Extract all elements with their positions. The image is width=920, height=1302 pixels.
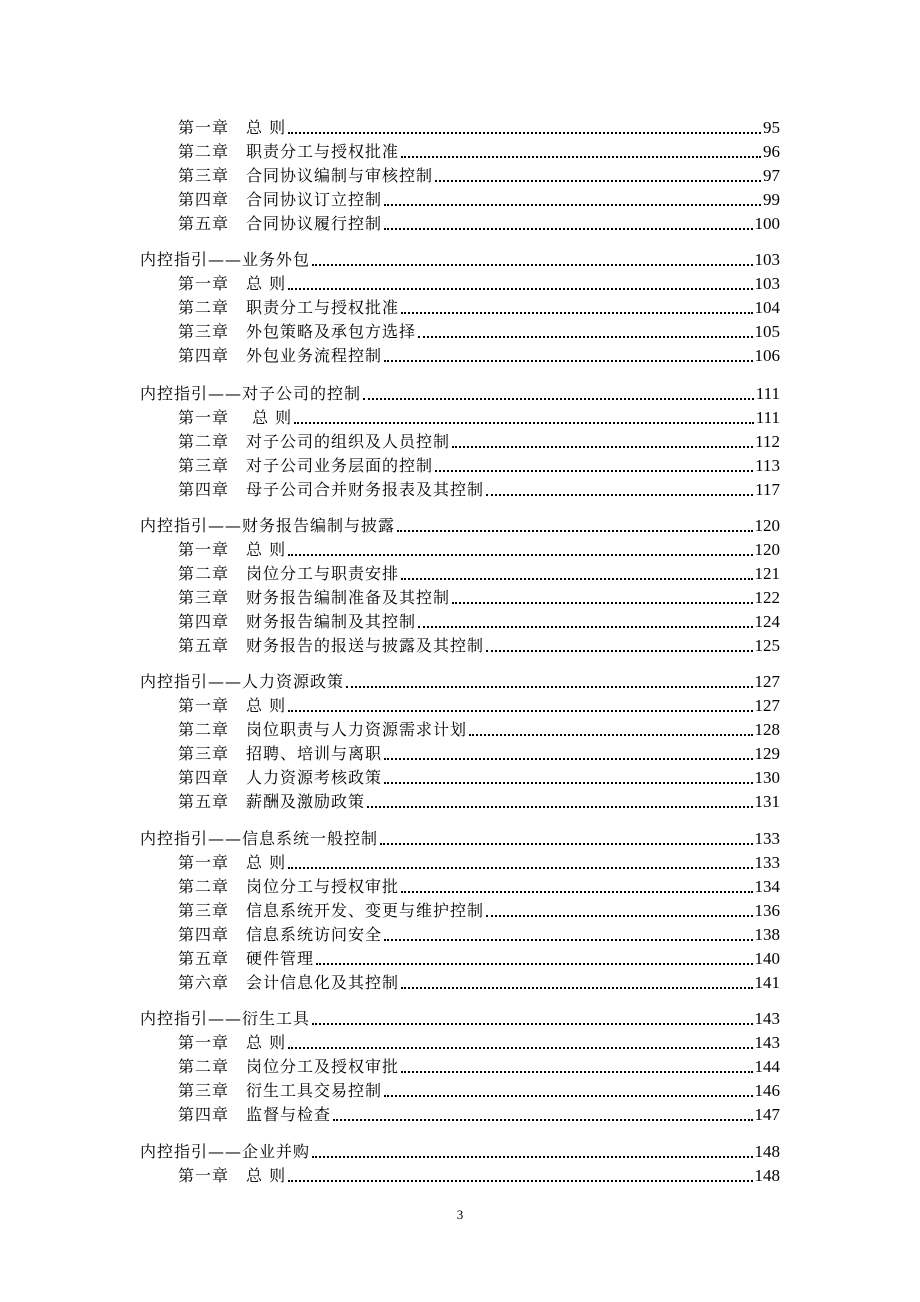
toc-chapter-entry [178,584,780,608]
toc-entry-page: 96 [763,142,780,161]
toc-entry-title: 第四章 财务报告编制及其控制 [178,612,417,631]
toc-dot-leader [380,843,752,845]
toc-dot-leader [384,228,752,230]
toc-entry-page: 100 [754,214,780,233]
toc-entry-title: 第三章 财务报告编制准备及其控制 [178,588,451,607]
toc-entry-title: 第一章 总 则 [178,540,287,559]
toc-entry-page: 147 [754,1105,780,1124]
toc-dot-leader [384,939,752,941]
toc-entry-page: 104 [754,298,780,317]
toc-section-entry [140,380,780,404]
toc-entry-page: 138 [754,925,780,944]
toc-dot-leader [452,602,752,604]
toc-chapter-entry [178,162,780,186]
toc-chapter-entry [178,342,780,366]
toc-entry-page: 120 [754,516,780,535]
toc-entry-title: 第一章 总 则 [178,118,287,137]
toc-entry-title: 第三章 信息系统开发、变更与维护控制 [178,901,485,920]
toc-entry-title: 内控指引——衍生工具 [140,1009,311,1028]
toc-dot-leader [316,963,752,965]
toc-chapter-entry [178,740,780,764]
toc-entry-title: 第三章 衍生工具交易控制 [178,1081,383,1100]
toc-section-entry [140,1138,780,1162]
toc-entry-title: 第一章 总 则 [178,274,287,293]
toc-entry-title: 第三章 外包策略及承包方选择 [178,322,417,341]
toc-entry-page: 131 [754,792,780,811]
toc-entry-page: 125 [754,636,780,655]
toc-entry-title: 第四章 母子公司合并财务报表及其控制 [178,480,485,499]
toc-dot-leader [486,915,752,917]
toc-entry-page: 111 [755,384,780,403]
toc-entry-title: 第三章 招聘、培训与离职 [178,744,383,763]
toc-dot-leader [469,734,752,736]
toc-entry-title: 第二章 对子公司的组织及人员控制 [178,432,451,451]
toc-entry-page: 124 [754,612,780,631]
toc-dot-leader [288,1047,752,1049]
toc-section-entry [140,825,780,849]
toc-entry-page: 120 [754,540,780,559]
toc-dot-leader [288,554,752,556]
toc-entry-page: 121 [754,564,780,583]
toc-entry-title: 第四章 监督与检查 [178,1105,332,1124]
toc-entry-page: 95 [763,118,780,137]
toc-entry-page: 136 [754,901,780,920]
toc-entry-title: 第四章 合同协议订立控制 [178,190,383,209]
toc-dot-leader [384,758,752,760]
toc-entry-title: 第六章 会计信息化及其控制 [178,973,400,992]
toc-dot-leader [401,1071,752,1073]
toc-dot-leader [384,1095,752,1097]
toc-entry-page: 112 [755,432,780,451]
toc-dot-leader [384,204,761,206]
toc-entry-title: 第二章 岗位职责与人力资源需求计划 [178,720,468,739]
toc-chapter-entry [178,210,780,234]
toc-chapter-entry [178,186,780,210]
toc-dot-leader [401,578,752,580]
toc-dot-leader [397,530,752,532]
toc-chapter-entry [178,1101,780,1125]
toc-chapter-entry [178,788,780,812]
toc-chapter-entry [178,945,780,969]
toc-entry-page: 130 [754,768,780,787]
toc-entry-title: 第二章 岗位分工与职责安排 [178,564,400,583]
toc-dot-leader [401,312,752,314]
toc-entry-title: 第一章 总 则 [178,1166,287,1185]
toc-chapter-entry [178,138,780,162]
toc-dot-leader [435,180,761,182]
toc-entry-page: 129 [754,744,780,763]
toc-entry-title: 第二章 岗位分工与授权审批 [178,877,400,896]
toc-entry-page: 99 [763,190,780,209]
toc-dot-leader [288,132,761,134]
toc-chapter-entry [178,270,780,294]
toc-entry-title: 第三章 对子公司业务层面的控制 [178,456,434,475]
toc-dot-leader [288,288,752,290]
toc-chapter-entry [178,404,780,428]
toc-entry-page: 127 [754,696,780,715]
toc-entry-title: 第一章 总 则 [178,1033,287,1052]
toc-entry-title: 内控指引——对子公司的控制 [140,384,362,403]
toc-entry-page: 128 [754,720,780,739]
toc-entry-title: 第四章 信息系统访问安全 [178,925,383,944]
toc-dot-leader [346,686,752,688]
toc-dot-leader [418,336,752,338]
toc-entry-page: 103 [754,274,780,293]
toc-chapter-entry [178,1029,780,1053]
toc-entry-page: 148 [754,1142,780,1161]
toc-chapter-entry [178,428,780,452]
toc-entry-title: 第一章 总 则 [178,853,287,872]
toc-dot-leader [312,1156,752,1158]
toc-entry-title: 第一章 总 则 [178,696,287,715]
toc-chapter-entry [178,764,780,788]
toc-entry-page: 141 [754,973,780,992]
toc-dot-leader [367,806,752,808]
toc-entry-page: 117 [755,480,780,499]
toc-chapter-entry [178,921,780,945]
toc-chapter-entry [178,897,780,921]
toc-chapter-entry [178,536,780,560]
toc-entry-page: 143 [754,1033,780,1052]
toc-entry-page: 106 [754,346,780,365]
toc-entry-page: 144 [754,1057,780,1076]
page-number: 3 [456,1207,464,1222]
toc-chapter-entry [178,873,780,897]
toc-entry-title: 第二章 岗位分工及授权审批 [178,1057,400,1076]
toc-dot-leader [401,156,761,158]
toc-entry-title: 第五章 合同协议履行控制 [178,214,383,233]
toc-chapter-entry [178,114,780,138]
toc-dot-leader [312,1023,752,1025]
toc-entry-page: 122 [754,588,780,607]
toc-entry-title: 第三章 合同协议编制与审核控制 [178,166,434,185]
toc-entry-title: 内控指引——人力资源政策 [140,672,345,691]
toc-chapter-entry [178,452,780,476]
toc-entry-page: 143 [754,1009,780,1028]
toc-entry-page: 148 [754,1166,780,1185]
toc-section-entry [140,246,780,270]
toc-dot-leader [363,398,754,400]
toc-chapter-entry [178,1162,780,1186]
toc-chapter-entry [178,318,780,342]
toc-chapter-entry [178,294,780,318]
toc-dot-leader [452,446,753,448]
toc-chapter-entry [178,1053,780,1077]
toc-dot-leader [333,1119,752,1121]
toc-entry-page: 103 [754,250,780,269]
toc-entry-page: 105 [754,322,780,341]
toc-entry-page: 111 [755,408,780,427]
toc-entry-title: 第四章 人力资源考核政策 [178,768,383,787]
toc-chapter-entry [178,849,780,873]
toc-dot-leader [486,650,752,652]
toc-entry-page: 146 [754,1081,780,1100]
toc-entry-title: 第四章 外包业务流程控制 [178,346,383,365]
toc-chapter-entry [178,560,780,584]
toc-section-entry [140,1005,780,1029]
toc-entry-title: 第二章 职责分工与授权批准 [178,142,400,161]
toc-entry-title: 内控指引——财务报告编制与披露 [140,516,396,535]
toc-dot-leader [401,987,752,989]
toc-chapter-entry [178,476,780,500]
toc-chapter-entry [178,716,780,740]
toc-dot-leader [384,360,752,362]
toc-entry-title: 内控指引——企业并购 [140,1142,311,1161]
toc-entry-title: 第五章 财务报告的报送与披露及其控制 [178,636,485,655]
toc-dot-leader [486,494,753,496]
toc-entry-page: 97 [763,166,780,185]
toc-entry-title: 第五章 硬件管理 [178,949,315,968]
toc-dot-leader [384,782,752,784]
toc-dot-leader [418,626,752,628]
toc-entry-page: 127 [754,672,780,691]
toc-section-entry [140,512,780,536]
toc-dot-leader [312,264,752,266]
toc-entry-title: 第一章 总 则 [178,408,293,427]
toc-entry-page: 134 [754,877,780,896]
toc-dot-leader [435,470,753,472]
toc-section-entry [140,668,780,692]
toc-dot-leader [294,422,754,424]
toc-entry-page: 140 [754,949,780,968]
toc-entry-page: 133 [754,829,780,848]
toc-dot-leader [288,1180,752,1182]
toc-dot-leader [401,891,752,893]
toc-entry-page: 133 [754,853,780,872]
toc-chapter-entry [178,1077,780,1101]
toc-dot-leader [288,867,752,869]
toc-entry-title: 第五章 薪酬及激励政策 [178,792,366,811]
toc-chapter-entry [178,608,780,632]
toc-entry-title: 第二章 职责分工与授权批准 [178,298,400,317]
toc-entry-title: 内控指引——业务外包 [140,250,311,269]
toc-chapter-entry [178,692,780,716]
toc-dot-leader [288,710,752,712]
toc-entry-page: 113 [755,456,780,475]
toc-chapter-entry [178,969,780,993]
toc-entry-title: 内控指引——信息系统一般控制 [140,829,379,848]
toc-chapter-entry [178,632,780,656]
